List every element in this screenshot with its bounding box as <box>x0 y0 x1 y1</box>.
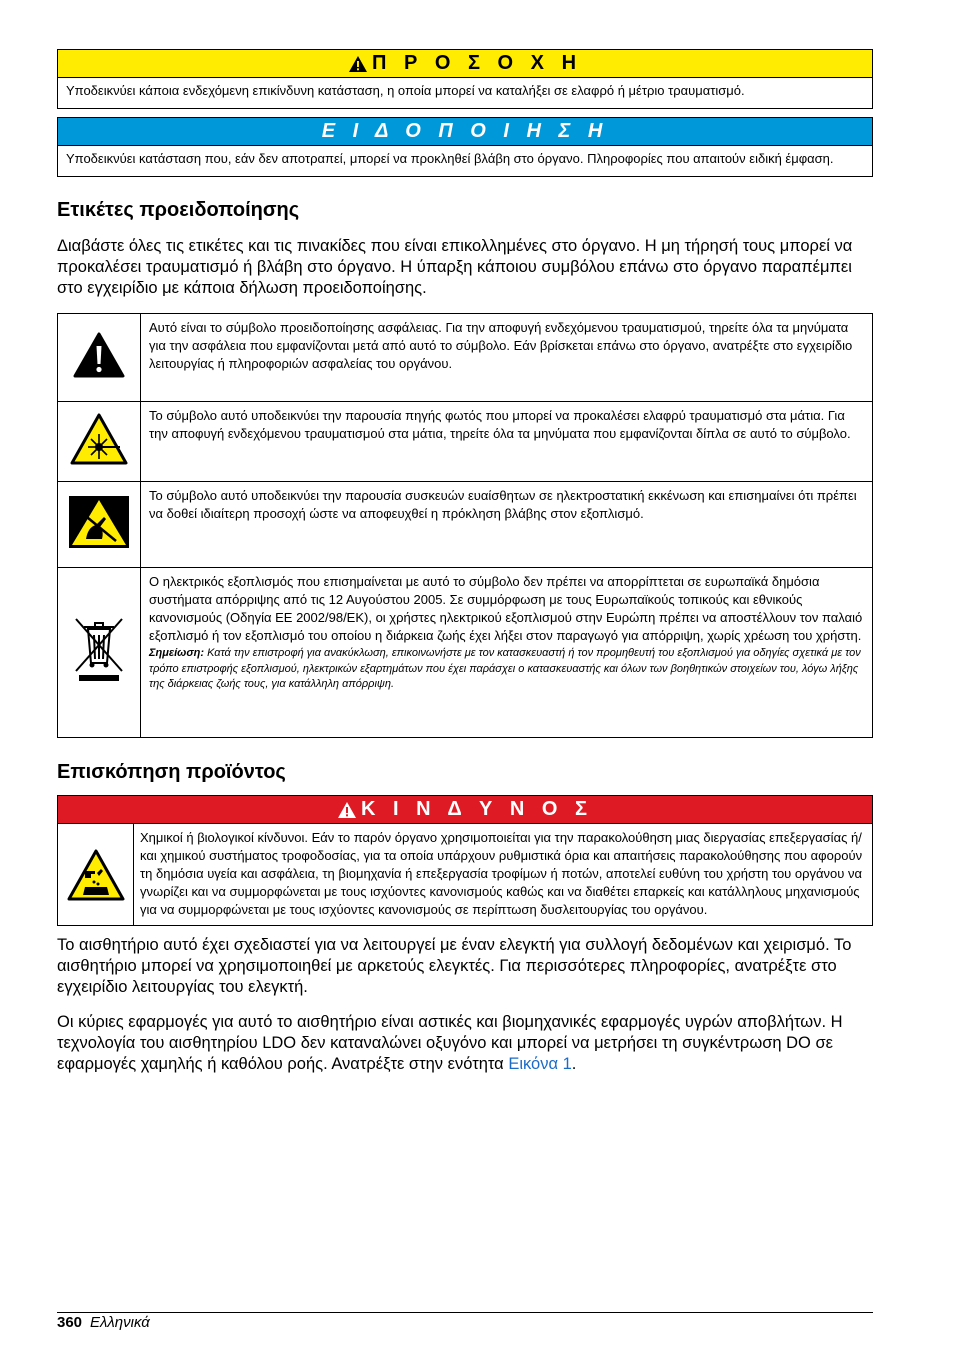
overview-heading: Επισκόπηση προϊόντος <box>57 761 286 783</box>
table-row <box>58 568 873 738</box>
icon-cell <box>58 314 141 402</box>
labels-heading: Ετικέτες προειδοποίησης <box>57 199 300 221</box>
danger-text: Χημικοί ή βιολογικοί κίνδυνοι. Εάν το παρόν όργανο χρησιμοποιείται για την παρακολούθηση μιας διεργασίας επεξεργασίας ή/και χημικού συστήματος τροφοδοσίας, για τα οποία υπάρχουν ρυθμιστικά όρια και απαιτήσεις παρακολούθησης που αφορούν τη δημόσια υγεία και ασφάλεια, τη βιομηχανία ή επεξεργασία τροφίμων ή ποτών, αποτελεί ευθύνη του χρήστη του οργάνου να γνωρίζει και να συμμορφώνεται με τους ισχύοντες κανονισμούς καθώς και να διαθέτει επαρκείς και κατάλληλους μηχανισμούς για να συμμορφώνεται με τους ισχύοντες κανονισμούς σε περίπτωση δυσλειτουργίας του οργάνου. <box>140 830 863 917</box>
table-row <box>58 402 873 482</box>
danger-box <box>57 795 873 926</box>
labels-intro: Διαβάστε όλες τις ετικέτες και τις πινακίδες που είναι επικολλημένες στο όργανο. Η μη τήρησή τους μπορεί να προκαλέσει τραυματισμό ή βλάβη στο όργανο. Η ύπαρξη κάποιου συμβόλου επάνω στο όργανο παραπέμπει στο εγχειρίδιο με κάποια δήλωση προειδοποίησης. <box>57 237 853 297</box>
icon-cell <box>58 482 141 568</box>
esd-icon <box>68 495 130 549</box>
caution-title: Π Ρ Ο Σ Ο Χ Η <box>371 52 583 74</box>
danger-icon-cell <box>58 824 134 925</box>
warning-triangle-icon <box>348 55 368 73</box>
figure-1-link[interactable]: Εικόνα 1 <box>508 1055 572 1073</box>
note-text: Κατά την επιστροφή για ανακύκλωση, επικοινωνήστε με τον κατασκευαστή ή τον προμηθευτή του εξοπλισμού για οδηγίες σχετικά με τον τρόπο επιστροφής εξοπλισμού, ηλεκτρικών εξαρτημάτων που έχει παράσχει ο κατασκευαστής και όλων των βοηθητικών στοιχείων του, λόγω λήξης της διάρκειας ζωής τους, για κατάλληλη απόρριψη. <box>149 647 861 690</box>
notice-text: Υποδεικνύει κατάσταση που, εάν δεν αποτραπεί, μπορεί να προκληθεί βλάβη στο όργανο. Πληροφορίες που απαιτούν ειδική έμφαση. <box>66 151 834 166</box>
symbol-description: Αυτό είναι το σύμβολο προειδοποίησης ασφάλειας. Για την αποφυγή ενδεχόμενου τραυματισμού, τηρείτε όλα τα μηνύματα για την ασφάλεια που εμφανίζονται μετά από αυτό το σύμβολο. Εάν βρίσκεται επάνω στο όργανο, ανατρέξτε στο εγχειρίδιο λειτουργίας ή πληροφοριών ασφαλείας του οργάνου. <box>141 314 873 402</box>
overview-paragraph-2-text: Οι κύριες εφαρμογές για αυτό το αισθητήριο είναι αστικές και βιομηχανικές εφαρμογές υγρών αποβλήτων. Η τεχνολογία του αισθητηρίου LDO δεν καταναλώνει οξυγόνο και μπορεί να μετρήσει τη συγκέντρωση DO σε εφαρμογές χαμηλής ή καθόλου ροής. Ανατρέξτε στην ενότητα <box>57 1013 843 1073</box>
notice-title: Ε Ι Δ Ο Π Ο Ι Η Σ Η <box>321 120 609 142</box>
icon-cell <box>58 568 141 738</box>
notice-header <box>58 118 872 146</box>
symbols-table <box>57 313 873 738</box>
chemical-hazard-icon <box>67 849 125 901</box>
symbol-description <box>141 568 873 738</box>
weee-text: Ο ηλεκτρικός εξοπλισμός που επισημαίνεται με αυτό το σύμβολο δεν πρέπει να απορρίπτεται σε ευρωπαϊκά δημόσια συστήματα απόρριψης από τις 12 Αυγούστου 2005. Σε συμμόρφωση με τους Ευρωπαϊκούς τοπικούς και εθνικούς κανονισμούς (Οδηγία ΕΕ 2002/98/ΕΚ), οι χρήστες ηλεκτρικού εξοπλισμού στην Ευρώπη πρέπει να αποστέλλουν τον παλαιό εξοπλισμό ή τον εξοπλισμό του οποίου η διάρκεια ζωής έχει λήξει στον παραγωγό για απόρριψη, χωρίς χρέωση του χρήστη. <box>149 574 863 643</box>
caution-box <box>57 49 873 109</box>
table-row <box>58 482 873 568</box>
footer-language: Ελληνικά <box>90 1314 150 1331</box>
symbol-description: Το σύμβολο αυτό υποδεικνύει την παρουσία πηγής φωτός που μπορεί να προκαλέσει ελαφρύ τραυματισμό στα μάτια. Για την αποφυγή ενδεχόμενου τραυματισμού στα μάτια, τηρείτε όλα τα μηνύματα που εμφανίζονται δίπλα σε αυτό το σύμβολο. <box>141 402 873 482</box>
overview-paragraph-1: Το αισθητήριο αυτό έχει σχεδιαστεί για να λειτουργεί με έναν ελεγκτή για συλλογή δεδομένων και χειρισμό. Το αισθητήριο μπορεί να χρησιμοποιηθεί με αρκετούς ελεγκτές. Για περισσότερες πληροφορίες, ανατρέξτε στο εγχειρίδιο λειτουργίας του ελεγκτή. <box>57 936 852 996</box>
danger-body <box>58 824 872 925</box>
weee-note <box>149 646 864 693</box>
table-row <box>58 314 873 402</box>
page-content <box>57 49 873 1089</box>
warning-triangle-icon <box>337 801 357 819</box>
danger-title: Κ Ι Ν Δ Υ Ν Ο Σ <box>361 798 593 820</box>
overview-paragraph-2 <box>57 1012 873 1075</box>
page-number: 360 <box>57 1314 83 1331</box>
notice-box <box>57 117 873 177</box>
weee-bin-icon <box>71 617 127 683</box>
light-hazard-icon <box>70 413 128 465</box>
caution-text: Υποδεικνύει κάποια ενδεχόμενη επικίνδυνη κατάσταση, η οποία μπορεί να καταλήξει σε ελαφρό ή μέτριο τραυματισμό. <box>66 83 745 98</box>
general-warning-icon <box>73 332 125 378</box>
overview-paragraph-2-end: . <box>571 1055 577 1073</box>
icon-cell <box>58 402 141 482</box>
danger-header <box>58 796 872 824</box>
note-label: Σημείωση: <box>149 647 205 659</box>
symbol-description: Το σύμβολο αυτό υποδεικνύει την παρουσία συσκευών ευαίσθητων σε ηλεκτροστατική εκκένωση και επισημαίνει ότι πρέπει να δοθεί ιδιαίτερη προσοχή ώστε να αποφευχθεί η πρόκληση βλάβης στον εξοπλισμό. <box>141 482 873 568</box>
caution-header <box>58 50 872 78</box>
page-footer <box>57 1312 873 1331</box>
